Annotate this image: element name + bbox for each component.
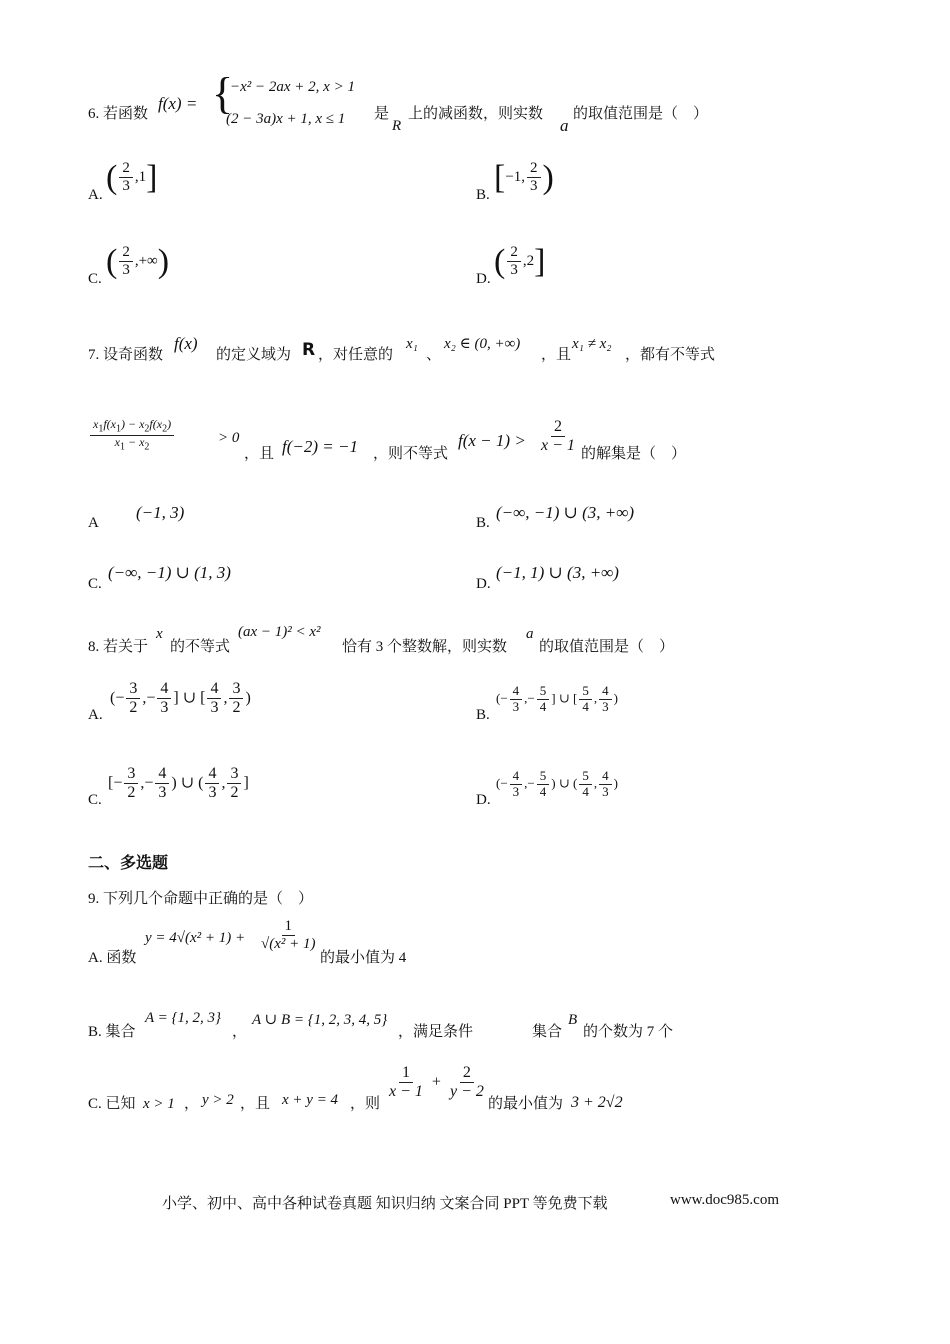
q6-text-range: 的取值范围是（ ） [573,106,709,122]
q9-option-C-then: ，则 [350,1096,381,1112]
q7-f-minus-2: f(−2) = −1 [282,437,358,456]
q6-param-a: a [560,116,569,135]
q7-option-D: (−1, 1) ∪ (3, +∞) [496,563,619,582]
q7-stem-number: 7. 设奇函数 [88,347,164,363]
q6-option-A-label: A. [88,187,103,203]
q7-option-B: (−∞, −1) ∪ (3, +∞) [496,503,635,522]
q9-option-C-cond-y: y > 2 [202,1092,234,1108]
q7-text-inequality: ，都有不等式 [625,347,716,363]
q8-text-three: 恰有 3 个整数解，则实数 [342,639,508,655]
q7-option-D-label: D. [476,576,491,592]
q9-stem: 9. 下列几个命题中正确的是（ ） [88,891,314,907]
q6-text-decreasing: 上的减函数，则实数 [408,106,544,122]
q8-param-a: a [526,626,534,642]
q6-stem-number: 6. 若函数 [88,106,149,122]
footer-text: 小学、初中、高中各种试卷真题 知识归纳 文案合同 PPT 等免费下载 [162,1196,608,1212]
q9-option-B-set-B: B [568,1012,578,1028]
q7-f-x-minus-1: f(x − 1) > [458,431,526,450]
q7-option-C-label: C. [88,576,102,592]
q8-text-range: 的取值范围是（ ） [539,639,675,655]
q7-option-A-label: A [88,515,99,531]
q9-option-C-expression: $\frac{1}{x - 1}$ + $\frac{2}{y - 2}$ [389,1064,484,1101]
q8-variable-x: x [156,626,163,642]
q9-option-B-union: A ∪ B = {1, 2, 3, 4, 5} [252,1012,388,1028]
q7-rhs-fraction: $\frac{2}{x - 1}$ [541,418,575,455]
q9-option-B-comma: ， [232,1024,248,1040]
q7-text-and: ，且 [541,347,572,363]
q8-option-B: (− $\frac{4}{3}$ ,− $\frac{5}{4}$ ] ∪ [ $\frac{5}{4}$ , $\frac{4}{3}$ ) [496,683,618,714]
q6-set-R: R [392,118,402,134]
q7-set-R: R [302,340,316,360]
q8-option-D-label: D. [476,792,491,808]
q9-option-A-prefix: A. 函数 [88,950,137,966]
q7-option-B-label: B. [476,515,490,531]
q6-option-D: ( $\frac{2}{3}$ ,2] [494,242,546,280]
q9-option-B-set-A: A = {1, 2, 3} [145,1010,222,1026]
q7-text-any: ，对任意的 [318,347,394,363]
q9-option-B-mid: ，满足条件 [398,1024,474,1040]
q7-text-and-2: ，且 [244,446,275,462]
q7-x1: x₁ [406,336,418,352]
q6-option-B: [−1, $\frac{2}{3}$ ) [494,158,554,196]
q9-option-B-end: 的个数为 7 个 [583,1024,674,1040]
q9-option-A-tail: 的最小值为 4 [320,950,407,966]
q6-function-name: f(x) = [158,94,198,113]
footer-link[interactable]: www.doc985.com [670,1192,780,1208]
q7-x2-domain: x₂ ∈ (0, +∞) [444,336,521,352]
q7-text-solution: 的解集是（ ） [581,446,687,462]
q7-x-neq: x₁ ≠ x₂ [572,336,612,352]
q9-option-C-prefix: C. 已知 [88,1096,136,1112]
q6-option-C-label: C. [88,271,102,287]
q6-case-2: (2 − 3a)x + 1, x ≤ 1 [226,111,346,127]
q8-text-inequality: 的不等式 [170,639,231,655]
q6-piecewise: { [212,69,234,118]
q7-option-C: (−∞, −1) ∪ (1, 3) [108,563,231,582]
q8-option-A-label: A. [88,707,103,723]
q7-option-A: (−1, 3) [136,503,185,522]
q7-text-domain: 的定义域为 [216,347,292,363]
q7-separator: 、 [426,347,442,363]
q8-option-C-label: C. [88,792,102,808]
q7-difference-quotient: $\frac{x_1f(x_1) - x_2f(x_2)}{x_1 - x_2}$ [88,418,176,453]
q9-option-C-tail: 的最小值为 [488,1096,564,1112]
q9-option-C-value: 3 + 2√2 [571,1094,623,1111]
q9-option-B-tail: 集合 [532,1024,563,1040]
q6-option-D-label: D. [476,271,491,287]
q6-option-A: ( $\frac{2}{3}$ ,1] [106,158,158,196]
q9-option-C-and: ，且 [240,1096,271,1112]
q6-case-1: −x² − 2ax + 2, x > 1 [230,79,355,95]
q7-function: f(x) [174,334,198,353]
section-heading-multiple-choice: 二、多选题 [88,853,169,872]
q8-option-D: (− $\frac{4}{3}$ ,− $\frac{5}{4}$ ) ∪ ( $\frac{5}{4}$ , $\frac{4}{3}$ ) [496,768,618,799]
q9-option-C-comma: ， [184,1096,200,1112]
q9-option-C-cond-x: x > 1 [143,1096,175,1112]
q8-option-C: [− $\frac{3}{2}$ ,− $\frac{4}{3}$ ) ∪ ( $\frac{4}{3}$ , $\frac{3}{2}$ ] [108,765,249,802]
q7-gt-zero: > 0 [218,430,240,446]
q6-text-is: 是 [374,106,390,122]
q8-option-B-label: B. [476,707,490,723]
q9-option-B-prefix: B. 集合 [88,1024,136,1040]
q8-inequality: (ax − 1)² < x² [238,624,321,640]
q7-text-then: ，则不等式 [373,446,449,462]
q8-stem-number: 8. 若关于 [88,639,149,655]
q9-option-C-sum: x + y = 4 [282,1092,339,1108]
q9-option-A-fraction: $\frac{1}{\text{√(x² + 1)}}$ [261,918,316,953]
q6-option-C: ( $\frac{2}{3}$ ,+∞) [106,242,170,280]
q6-option-B-label: B. [476,187,490,203]
q8-option-A: (− $\frac{3}{2}$ ,− $\frac{4}{3}$ ] ∪ [ $\frac{4}{3}$ , $\frac{3}{2}$ ) [110,680,251,717]
q9-option-A-expression: y = 4√(x² + 1) + [145,930,246,946]
